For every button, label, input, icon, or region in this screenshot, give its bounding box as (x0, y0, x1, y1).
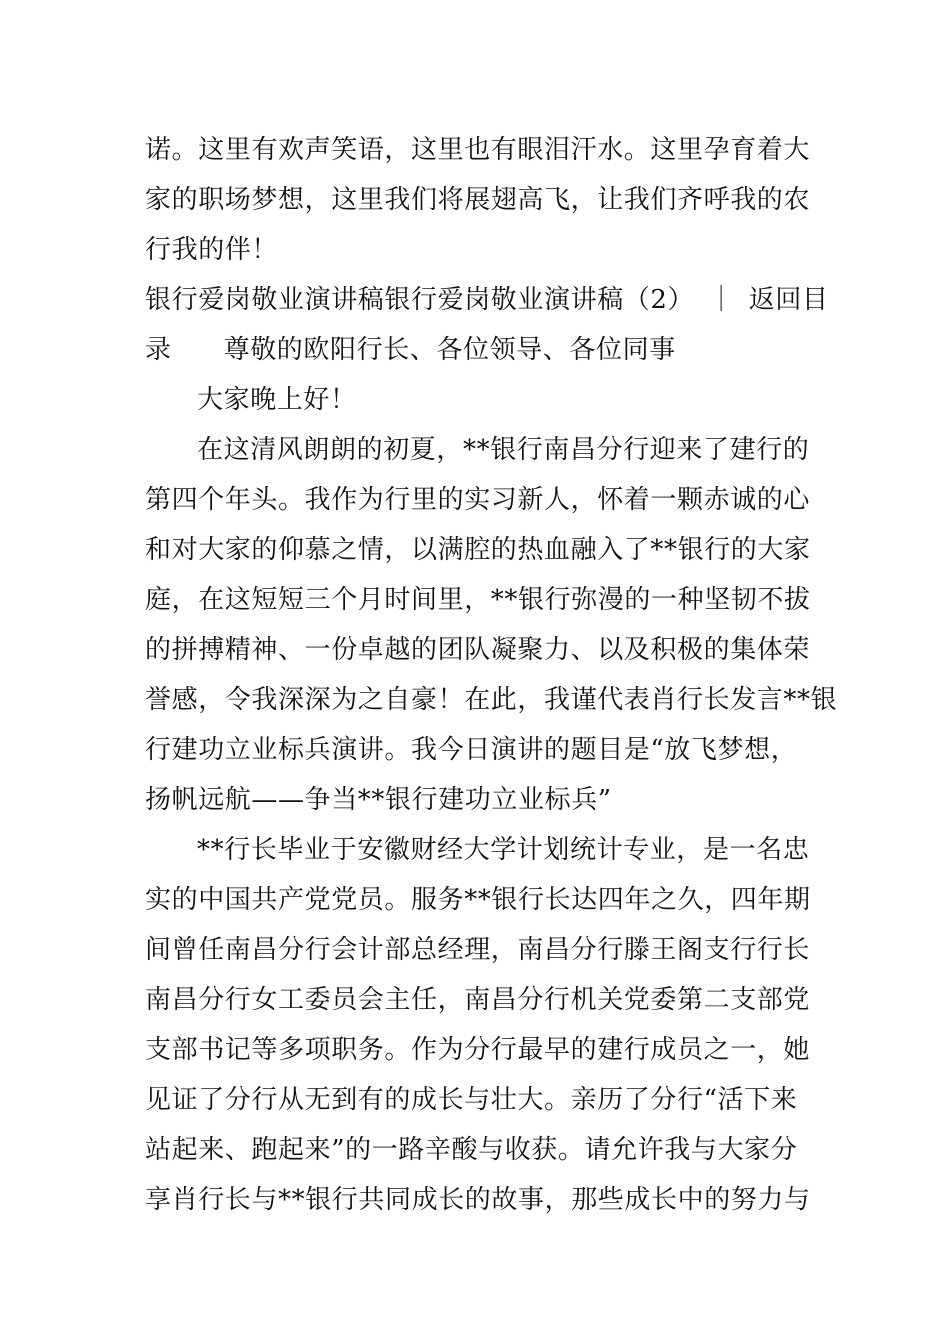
paragraph-line: 实的中国共产党党员。服务**银行长达四年之久，四年期 (145, 885, 811, 915)
paragraph-line: 南昌分行女工委员会主任，南昌分行机关党委第二支部党 (145, 985, 811, 1015)
paragraph-line: 誉感，令我深深为之自豪！在此，我谨代表肖行长发言**银 (145, 685, 838, 715)
text-line: 家的职场梦想，这里我们将展翅高飞，让我们齐呼我的农 (145, 185, 811, 215)
heading-line (145, 283, 829, 317)
back-to-toc-link-cont[interactable]: 录 (145, 335, 172, 365)
paragraph-line: **行长毕业于安徽财经大学计划统计专业，是一名忠 (197, 835, 810, 865)
heading-line (145, 333, 810, 367)
paragraph-line: 见证了分行从无到有的成长与壮大。亲历了分行“活下来 (145, 1085, 798, 1115)
paragraph-line: 在这清风朗朗的初夏，**银行南昌分行迎来了建行的 (197, 435, 810, 465)
paragraph-line: 的拼搏精神、一份卓越的团队凝聚力、以及积极的集体荣 (145, 635, 811, 665)
greeting: 大家晚上好！ (197, 385, 357, 415)
section-title: 银行爱岗敬业演讲稿银行爱岗敬业演讲稿（2） (145, 285, 695, 315)
text-line: 诺。这里有欢声笑语，这里也有眼泪汗水。这里孕育着大 (145, 135, 811, 165)
paragraph-line: 行建功立业标兵演讲。我今日演讲的题目是“放飞梦想， (145, 735, 798, 765)
paragraph-line: 站起来、跑起来”的一路辛酸与收获。请允许我与大家分 (145, 1135, 798, 1165)
paragraph-line: 间曾任南昌分行会计部总经理，南昌分行滕王阁支行行长 (145, 935, 811, 965)
paragraph-line: 支部书记等多项职务。作为分行最早的建行成员之一，她 (145, 1035, 811, 1065)
text-line: 行我的伴！ (145, 235, 279, 265)
back-to-toc-link[interactable]: 返回目 (748, 285, 829, 315)
paragraph-line: 庭，在这短短三个月时间里，**银行弥漫的一种坚韧不拔 (145, 585, 811, 615)
paragraph-line: 扬帆远航——争当**银行建功立业标兵” (145, 785, 612, 815)
paragraph-line: 和对大家的仰慕之情，以满腔的热血融入了**银行的大家 (145, 535, 811, 565)
salutation: 尊敬的欧阳行长、各位领导、各位同事 (223, 335, 676, 365)
divider-bar: ｜ (708, 285, 735, 315)
paragraph-line: 第四个年头。我作为行里的实习新人，怀着一颗赤诚的心 (145, 485, 811, 515)
paragraph-line: 享肖行长与**银行共同成长的故事，那些成长中的努力与 (145, 1185, 811, 1215)
